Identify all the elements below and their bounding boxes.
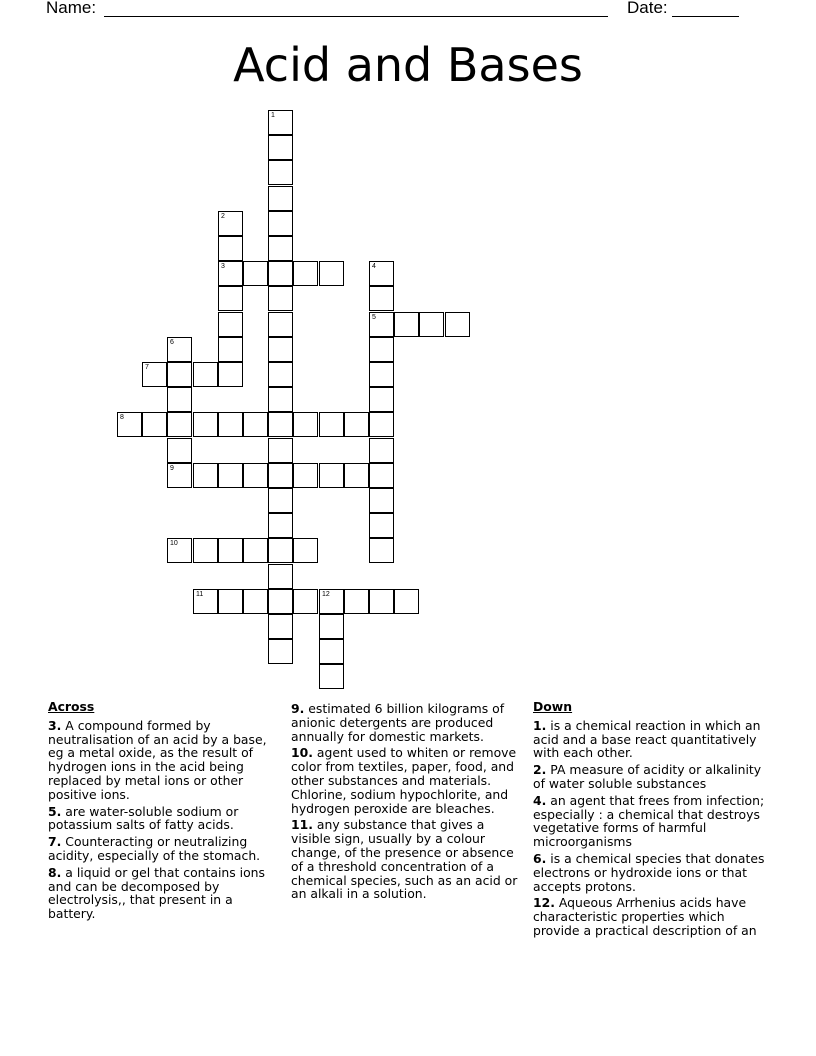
- crossword-cell[interactable]: [167, 362, 192, 387]
- date-label: Date:: [627, 0, 668, 17]
- down-heading: Down: [533, 699, 573, 714]
- crossword-cell[interactable]: [243, 412, 268, 437]
- crossword-cell[interactable]: [193, 412, 218, 437]
- clue-down-1: 1. is a chemical reaction in which an acid and a base react quantitatively with each other.: [533, 717, 761, 761]
- crossword-cell[interactable]: [369, 538, 394, 563]
- crossword-cell[interactable]: [293, 261, 318, 286]
- crossword-cell[interactable]: [369, 438, 394, 463]
- crossword-cell[interactable]: [268, 362, 293, 387]
- clue-number: 6: [170, 339, 174, 346]
- crossword-cell[interactable]: [369, 261, 394, 286]
- crossword-cell[interactable]: [243, 261, 268, 286]
- clue-number: 11: [196, 591, 204, 598]
- crossword-cell[interactable]: [268, 110, 293, 135]
- clue-across-3: 3. A compound formed by neutralisation of an acid by a base, eg a metal oxide, as the result of hydrogen ions in the acid being replaced by metal ions or other positive ions.: [48, 717, 267, 802]
- crossword-cell[interactable]: [369, 286, 394, 311]
- clue-number: 12: [322, 591, 330, 598]
- crossword-cell[interactable]: [218, 261, 243, 286]
- crossword-cell[interactable]: [319, 261, 344, 286]
- crossword-cell[interactable]: [344, 463, 369, 488]
- clue-across-5: 5. are water-soluble sodium or potassium salts of fatty acids.: [48, 803, 239, 833]
- crossword-cell[interactable]: [218, 236, 243, 261]
- crossword-cell[interactable]: [268, 589, 293, 614]
- crossword-cell[interactable]: [369, 463, 394, 488]
- crossword-cell[interactable]: [293, 589, 318, 614]
- crossword-cell[interactable]: [344, 412, 369, 437]
- crossword-cell[interactable]: [268, 513, 293, 538]
- crossword-cell[interactable]: [319, 463, 344, 488]
- clue-down-4: 4. an agent that frees from infection; especially : a chemical that destroys vegetative forms of harmful microorganisms: [533, 792, 765, 850]
- crossword-cell[interactable]: [268, 538, 293, 563]
- crossword-cell[interactable]: [369, 337, 394, 362]
- crossword-cell[interactable]: [369, 412, 394, 437]
- clue-number: 9: [170, 465, 174, 472]
- crossword-cell[interactable]: [268, 186, 293, 211]
- crossword-cell[interactable]: [268, 286, 293, 311]
- crossword-cell[interactable]: [344, 589, 369, 614]
- clue-across-9: 9. estimated 6 billion kilograms of anionic detergents are produced annually for domestic markets.: [291, 701, 505, 744]
- crossword-cell[interactable]: [394, 312, 419, 337]
- crossword-cell[interactable]: [369, 488, 394, 513]
- across-clues-column-1: [48, 700, 276, 924]
- page-title: Acid and Bases: [233, 38, 583, 92]
- crossword-cell[interactable]: [193, 362, 218, 387]
- crossword-cell[interactable]: [293, 463, 318, 488]
- crossword-cell[interactable]: [218, 412, 243, 437]
- crossword-cell[interactable]: [142, 362, 167, 387]
- clue-number: 2: [221, 213, 225, 220]
- crossword-cell[interactable]: [268, 236, 293, 261]
- crossword-cell[interactable]: [293, 412, 318, 437]
- crossword-cell[interactable]: [319, 412, 344, 437]
- crossword-cell[interactable]: [268, 564, 293, 589]
- crossword-cell[interactable]: [369, 589, 394, 614]
- crossword-cell[interactable]: [142, 412, 167, 437]
- crossword-cell[interactable]: [268, 387, 293, 412]
- across-clues-column-2: [291, 702, 523, 904]
- crossword-cell[interactable]: [218, 589, 243, 614]
- crossword-cell[interactable]: [218, 211, 243, 236]
- crossword-cell[interactable]: [218, 312, 243, 337]
- crossword-cell[interactable]: [369, 312, 394, 337]
- crossword-cell[interactable]: [193, 538, 218, 563]
- down-clues: [533, 700, 769, 941]
- crossword-cell[interactable]: [369, 362, 394, 387]
- crossword-cell[interactable]: [117, 412, 142, 437]
- clue-number: 8: [120, 414, 124, 421]
- crossword-cell[interactable]: [268, 412, 293, 437]
- crossword-cell[interactable]: [193, 463, 218, 488]
- crossword-cell[interactable]: [167, 412, 192, 437]
- clue-number: 5: [372, 314, 376, 321]
- clue-number: 1: [271, 112, 275, 119]
- crossword-cell[interactable]: [445, 312, 470, 337]
- crossword-cell[interactable]: [268, 438, 293, 463]
- crossword-cell[interactable]: [268, 463, 293, 488]
- crossword-cell[interactable]: [218, 538, 243, 563]
- crossword-cell[interactable]: [268, 135, 293, 160]
- crossword-cell[interactable]: [319, 589, 344, 614]
- clue-across-11: 11. any substance that gives a visible sign, usually by a colour change, of the presence or absence of a threshold concentration of a chemical species, such as an acid or an alkali in a solution.: [291, 817, 518, 902]
- crossword-cell[interactable]: [268, 488, 293, 513]
- clue-down-6: 6. is a chemical species that donates electrons or hydroxide ions or that accepts protons.: [533, 850, 765, 894]
- crossword-cell[interactable]: [268, 312, 293, 337]
- crossword-cell[interactable]: [268, 261, 293, 286]
- across-heading: Across: [48, 699, 95, 714]
- clue-down-2: 2. PA measure of acidity or alkalinity of water soluble substances: [533, 762, 762, 791]
- crossword-cell[interactable]: [394, 589, 419, 614]
- clue-number: 7: [145, 364, 149, 371]
- clue-across-8: 8. a liquid or gel that contains ions and can be decomposed by electrolysis,, that present in a battery.: [48, 864, 265, 922]
- crossword-cell[interactable]: [319, 614, 344, 639]
- crossword-cell[interactable]: [218, 463, 243, 488]
- clue-down-12: 12. Aqueous Arrhenius acids have characteristic properties which provide a practical description of an: [533, 895, 757, 938]
- crossword-cell[interactable]: [243, 538, 268, 563]
- name-label: Name:: [46, 0, 97, 17]
- crossword-cell[interactable]: [268, 160, 293, 185]
- crossword-cell[interactable]: [243, 463, 268, 488]
- crossword-cell[interactable]: [218, 362, 243, 387]
- crossword-cell[interactable]: [218, 337, 243, 362]
- crossword-cell[interactable]: [268, 211, 293, 236]
- crossword-cell[interactable]: [293, 538, 318, 563]
- crossword-cell[interactable]: [369, 387, 394, 412]
- clue-number: 10: [170, 540, 178, 547]
- crossword-cell[interactable]: [167, 538, 192, 563]
- crossword-cell[interactable]: [268, 337, 293, 362]
- crossword-cell[interactable]: [218, 286, 243, 311]
- crossword-cell[interactable]: [243, 589, 268, 614]
- crossword-cell[interactable]: [167, 463, 192, 488]
- crossword-cell[interactable]: [193, 589, 218, 614]
- crossword-cell[interactable]: [369, 513, 394, 538]
- clue-across-10: 10. agent used to whiten or remove color from textiles, paper, food, and other substances and materials. Chlorine, sodium hypochlorite, and hydrogen peroxide are bleaches.: [291, 745, 517, 816]
- crossword-cell[interactable]: [419, 312, 444, 337]
- crossword-cell[interactable]: [268, 639, 293, 664]
- crossword-cell[interactable]: [167, 438, 192, 463]
- clue-number: 4: [372, 263, 376, 270]
- clue-across-7: 7. Counteracting or neutralizing acidity, especially of the stomach.: [48, 834, 261, 863]
- crossword-cell[interactable]: [167, 337, 192, 362]
- crossword-cell[interactable]: [319, 664, 344, 689]
- clue-number: 3: [221, 263, 225, 270]
- crossword-cell[interactable]: [319, 639, 344, 664]
- crossword-cell[interactable]: [167, 387, 192, 412]
- crossword-cell[interactable]: [268, 614, 293, 639]
